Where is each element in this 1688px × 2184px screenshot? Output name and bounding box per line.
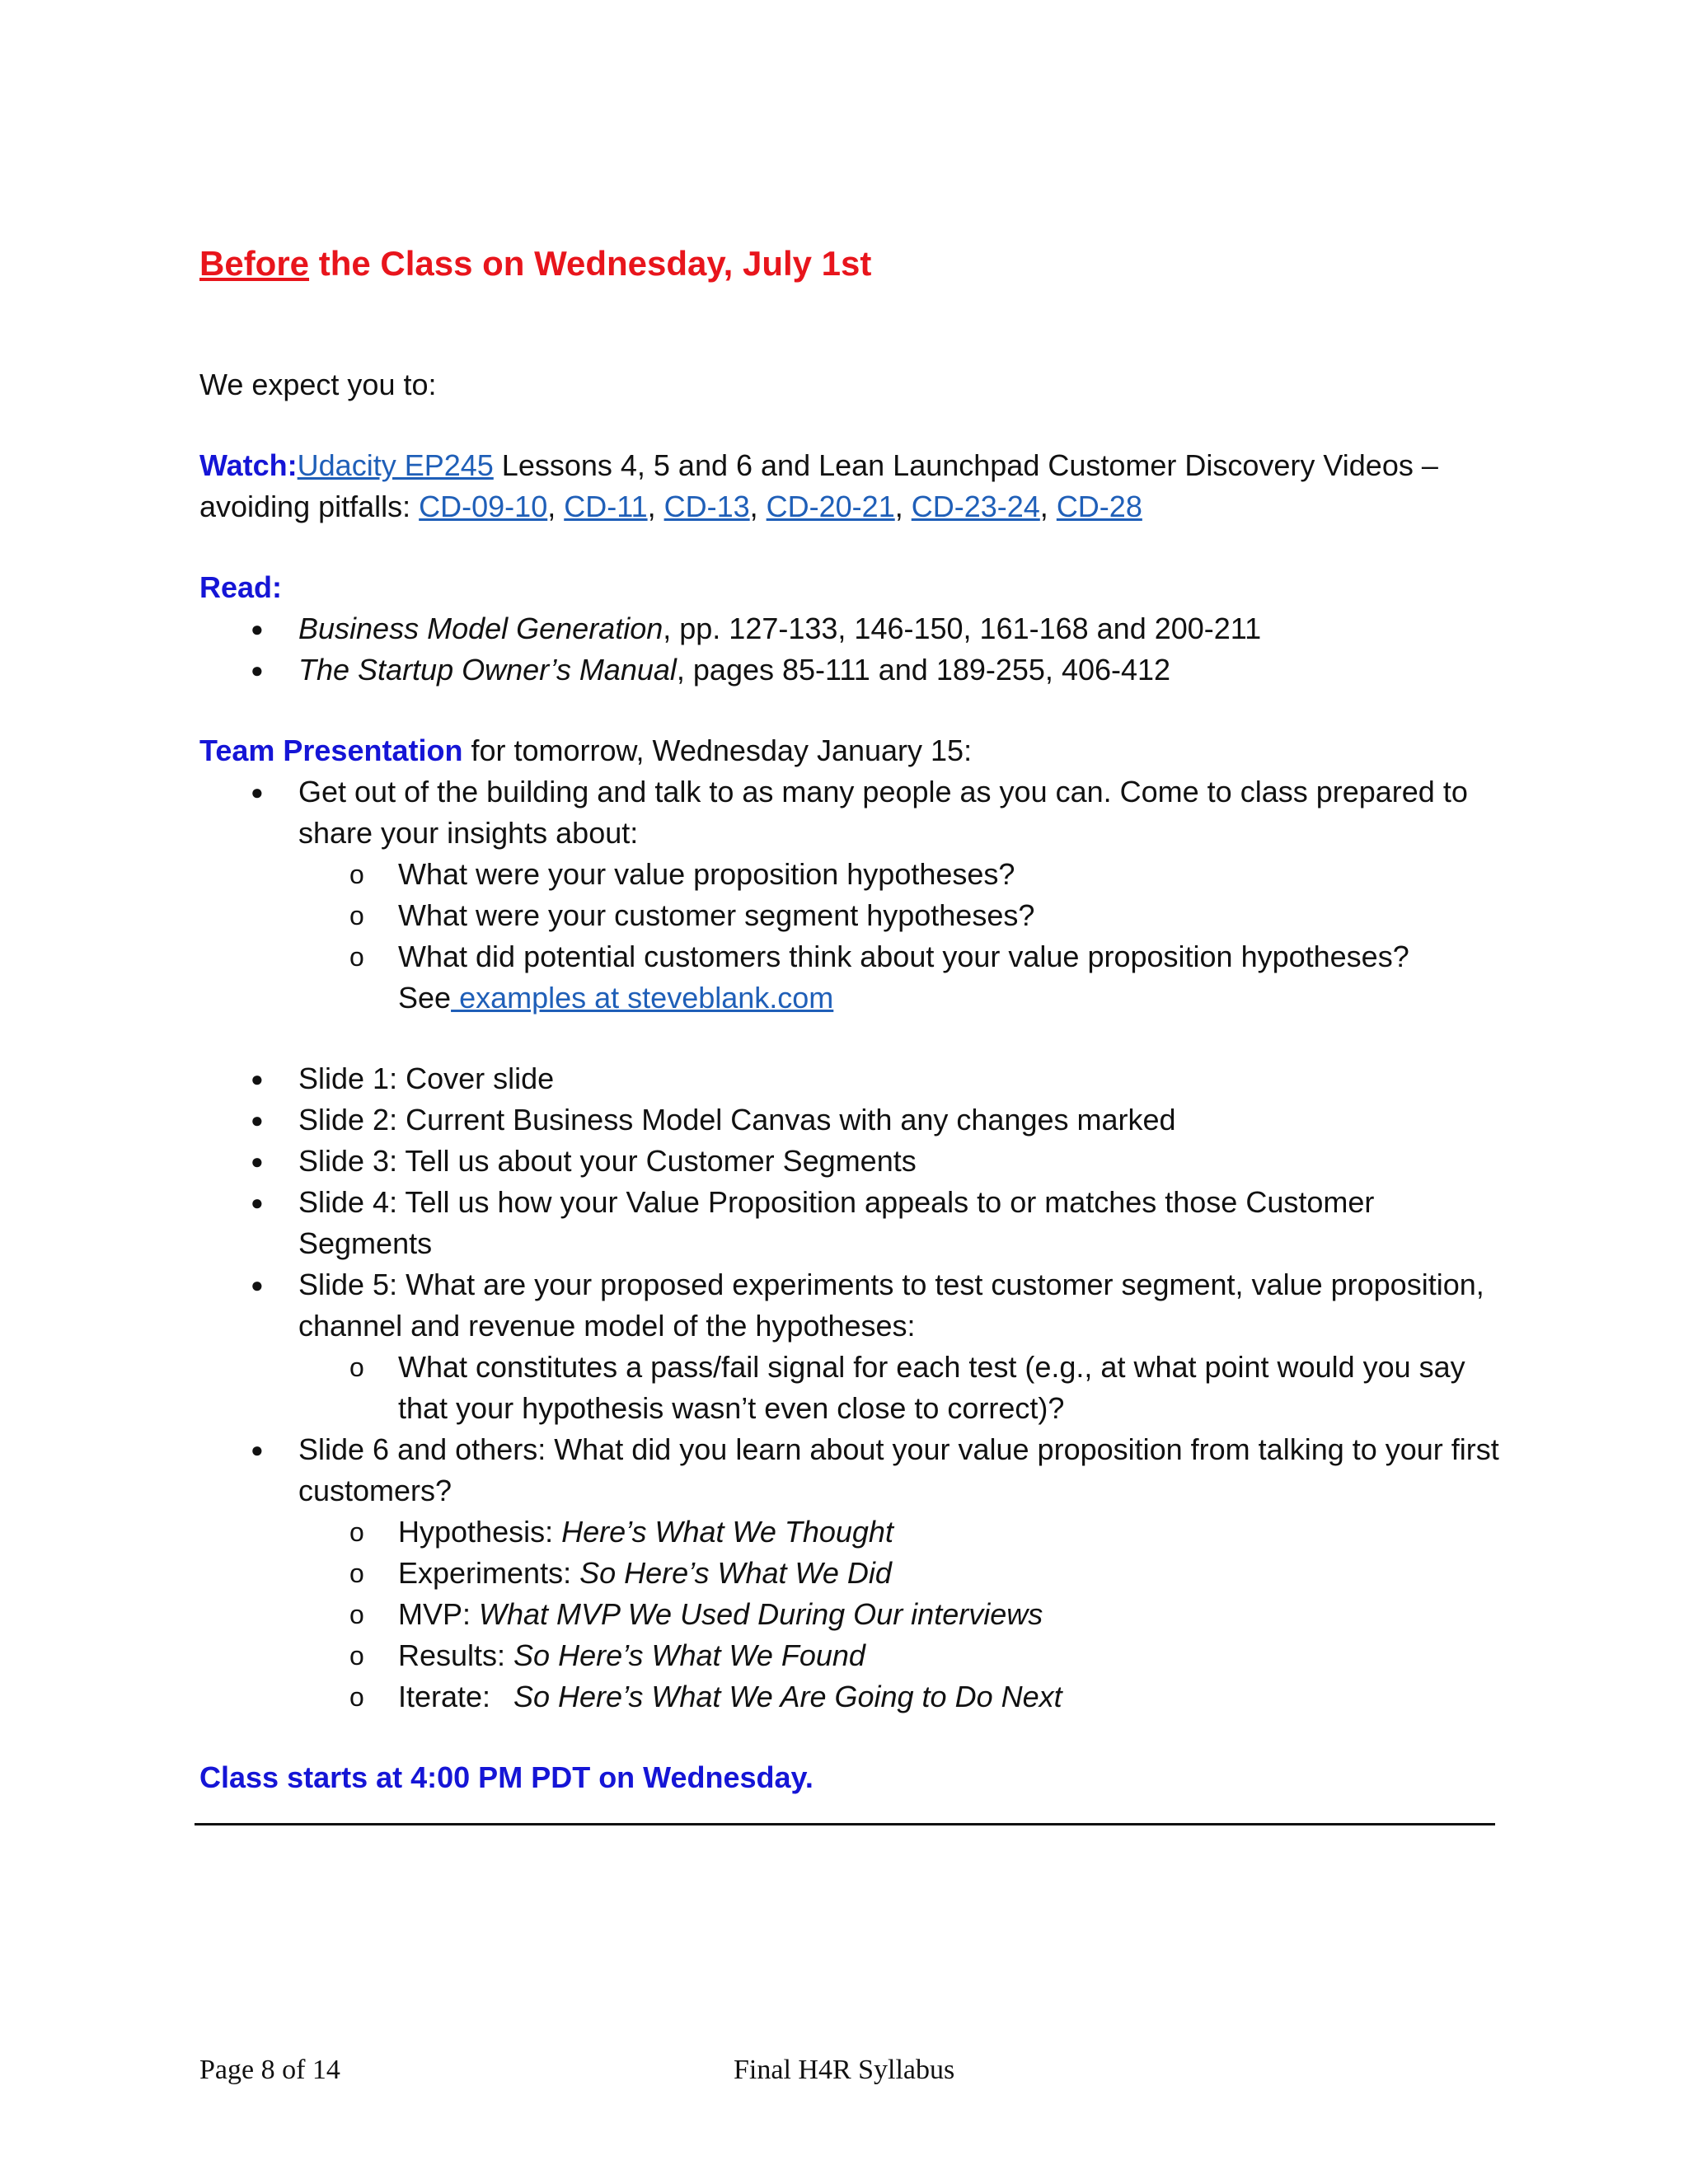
list-item: ● Get out of the building and talk to as many people as you can. Come to class prepared to share your insights about: o What were your value proposition hypotheses? o What were your customer segment hypotheses? o What did potential customers think about your value proposition hypotheses? See examples at steveblank.com <box>199 771 1502 1019</box>
video-link-cd-23-24[interactable]: CD-23-24 <box>911 490 1040 523</box>
circle-bullet-icon: o <box>349 1600 364 1629</box>
list-item: ● Slide 5: What are your proposed experiments to test customer segment, value proposition, channel and revenue model of the hypotheses: o What constitutes a pass/fail signal for each test (e.g., at what point would you say that your hypothesis wasn’t even close to correct)? <box>199 1264 1502 1429</box>
list-item: o Iterate: So Here’s What We Are Going to Do Next <box>298 1676 1502 1718</box>
video-link-cd-13[interactable]: CD-13 <box>663 490 750 523</box>
read-label: Read: <box>199 570 283 604</box>
question-list <box>298 854 1502 1019</box>
team-label: Team Presentation <box>199 733 463 767</box>
list-item: ● Slide 3: Tell us about your Customer Segments <box>199 1141 1502 1182</box>
bullet-icon: ● <box>251 1149 264 1174</box>
list-item: o Hypothesis: Here’s What We Thought <box>298 1511 1502 1553</box>
document-title-footer: Final H4R Syllabus <box>734 2055 955 2085</box>
list-item: o What constitutes a pass/fail signal for each test (e.g., at what point would you say that your hypothesis wasn’t even close to correct)? <box>298 1347 1502 1429</box>
team-paragraph: Team Presentation for tomorrow, Wednesday January 15: <box>199 733 973 767</box>
circle-bullet-icon: o <box>349 1682 364 1712</box>
book-title: The Startup Owner’s Manual <box>298 653 677 687</box>
list-item: o MVP: What MVP We Used During Our interviews <box>298 1594 1502 1635</box>
slide6-sublist <box>298 1511 1502 1718</box>
steveblank-link[interactable]: examples at steveblank.com <box>451 981 834 1015</box>
slide5-sublist <box>298 1347 1502 1429</box>
watch-text: Lessons 4, 5 and 6 and Lean Launchpad Customer Discovery Videos – <box>493 448 1438 482</box>
list-item: o Results: So Here’s What We Found <box>298 1635 1502 1676</box>
video-link-cd-09-10[interactable]: CD-09-10 <box>419 490 548 523</box>
bullet-icon: ● <box>251 1108 264 1132</box>
watch-paragraph: Watch:Udacity EP245 Lessons 4, 5 and 6 and Lean Launchpad Customer Discovery Videos – avoiding pitfalls: CD-09-10, CD-11, CD-13, CD-20-21, CD-23-24, CD-28 <box>199 448 1438 523</box>
list-item: ● Slide 4: Tell us how your Value Proposition appeals to or matches those Customer Segments <box>199 1182 1502 1264</box>
bullet-icon: ● <box>251 658 264 682</box>
list-item: o What did potential customers think about your value proposition hypotheses? See examples at steveblank.com <box>298 936 1502 1019</box>
book-title: Business Model Generation <box>298 612 663 645</box>
circle-bullet-icon: o <box>349 860 364 889</box>
bullet-icon: ● <box>251 780 264 804</box>
watch-text-cont: avoiding pitfalls: <box>199 490 420 523</box>
heading-text: the Class on Wednesday, July 1st <box>309 244 872 283</box>
read-list <box>199 608 1502 691</box>
circle-bullet-icon: o <box>349 942 364 972</box>
circle-bullet-icon: o <box>349 901 364 930</box>
list-item: ● Business Model Generation, pp. 127-133, 146-150, 161-168 and 200-211 <box>199 608 1502 649</box>
udacity-link[interactable]: Udacity EP245 <box>297 448 494 482</box>
bullet-icon: ● <box>251 1272 264 1297</box>
list-item: o What were your customer segment hypotheses? <box>298 895 1502 936</box>
intro-text: We expect you to: <box>199 368 437 401</box>
list-item: ● Slide 1: Cover slide <box>199 1058 1502 1099</box>
video-link-cd-28[interactable]: CD-28 <box>1056 490 1142 523</box>
list-item: ● Slide 2: Current Business Model Canvas with any changes marked <box>199 1099 1502 1141</box>
bullet-icon: ● <box>251 616 264 641</box>
page-number: Page 8 of 14 <box>199 2055 340 2085</box>
circle-bullet-icon: o <box>349 1517 364 1547</box>
list-item: ● The Startup Owner’s Manual, pages 85-111 and 189-255, 406-412 <box>199 649 1502 691</box>
list-item: ● Slide 6 and others: What did you learn about your value proposition from talking to your first customers? o Hypothesis: Here’s What We Thought o Experiments: So Here’s What We Did o MVP: What MVP We Used During Our interviews o Results: So Here’s What We Found o Iterate: So Here’s What We Are Going to Do Next <box>199 1429 1502 1718</box>
class-start-notice: Class starts at 4:00 PM PDT on Wednesday. <box>199 1760 814 1794</box>
watch-label: Watch: <box>199 448 298 482</box>
bullet-icon: ● <box>251 1190 264 1215</box>
heading-underlined-word: Before <box>199 244 310 283</box>
section-heading <box>199 239 1502 288</box>
circle-bullet-icon: o <box>349 1352 364 1382</box>
video-link-cd-11[interactable]: CD-11 <box>564 490 648 523</box>
slides-list <box>199 1058 1502 1718</box>
circle-bullet-icon: o <box>349 1558 364 1588</box>
bullet-icon: ● <box>251 1437 264 1462</box>
bullet-icon: ● <box>251 1066 264 1091</box>
circle-bullet-icon: o <box>349 1641 364 1671</box>
list-item: o What were your value proposition hypotheses? <box>298 854 1502 895</box>
horizontal-divider <box>195 1823 1495 1825</box>
video-link-cd-20-21[interactable]: CD-20-21 <box>766 490 895 523</box>
list-item: o Experiments: So Here’s What We Did <box>298 1553 1502 1594</box>
page-content <box>199 239 1502 1798</box>
team-list <box>199 771 1502 1019</box>
